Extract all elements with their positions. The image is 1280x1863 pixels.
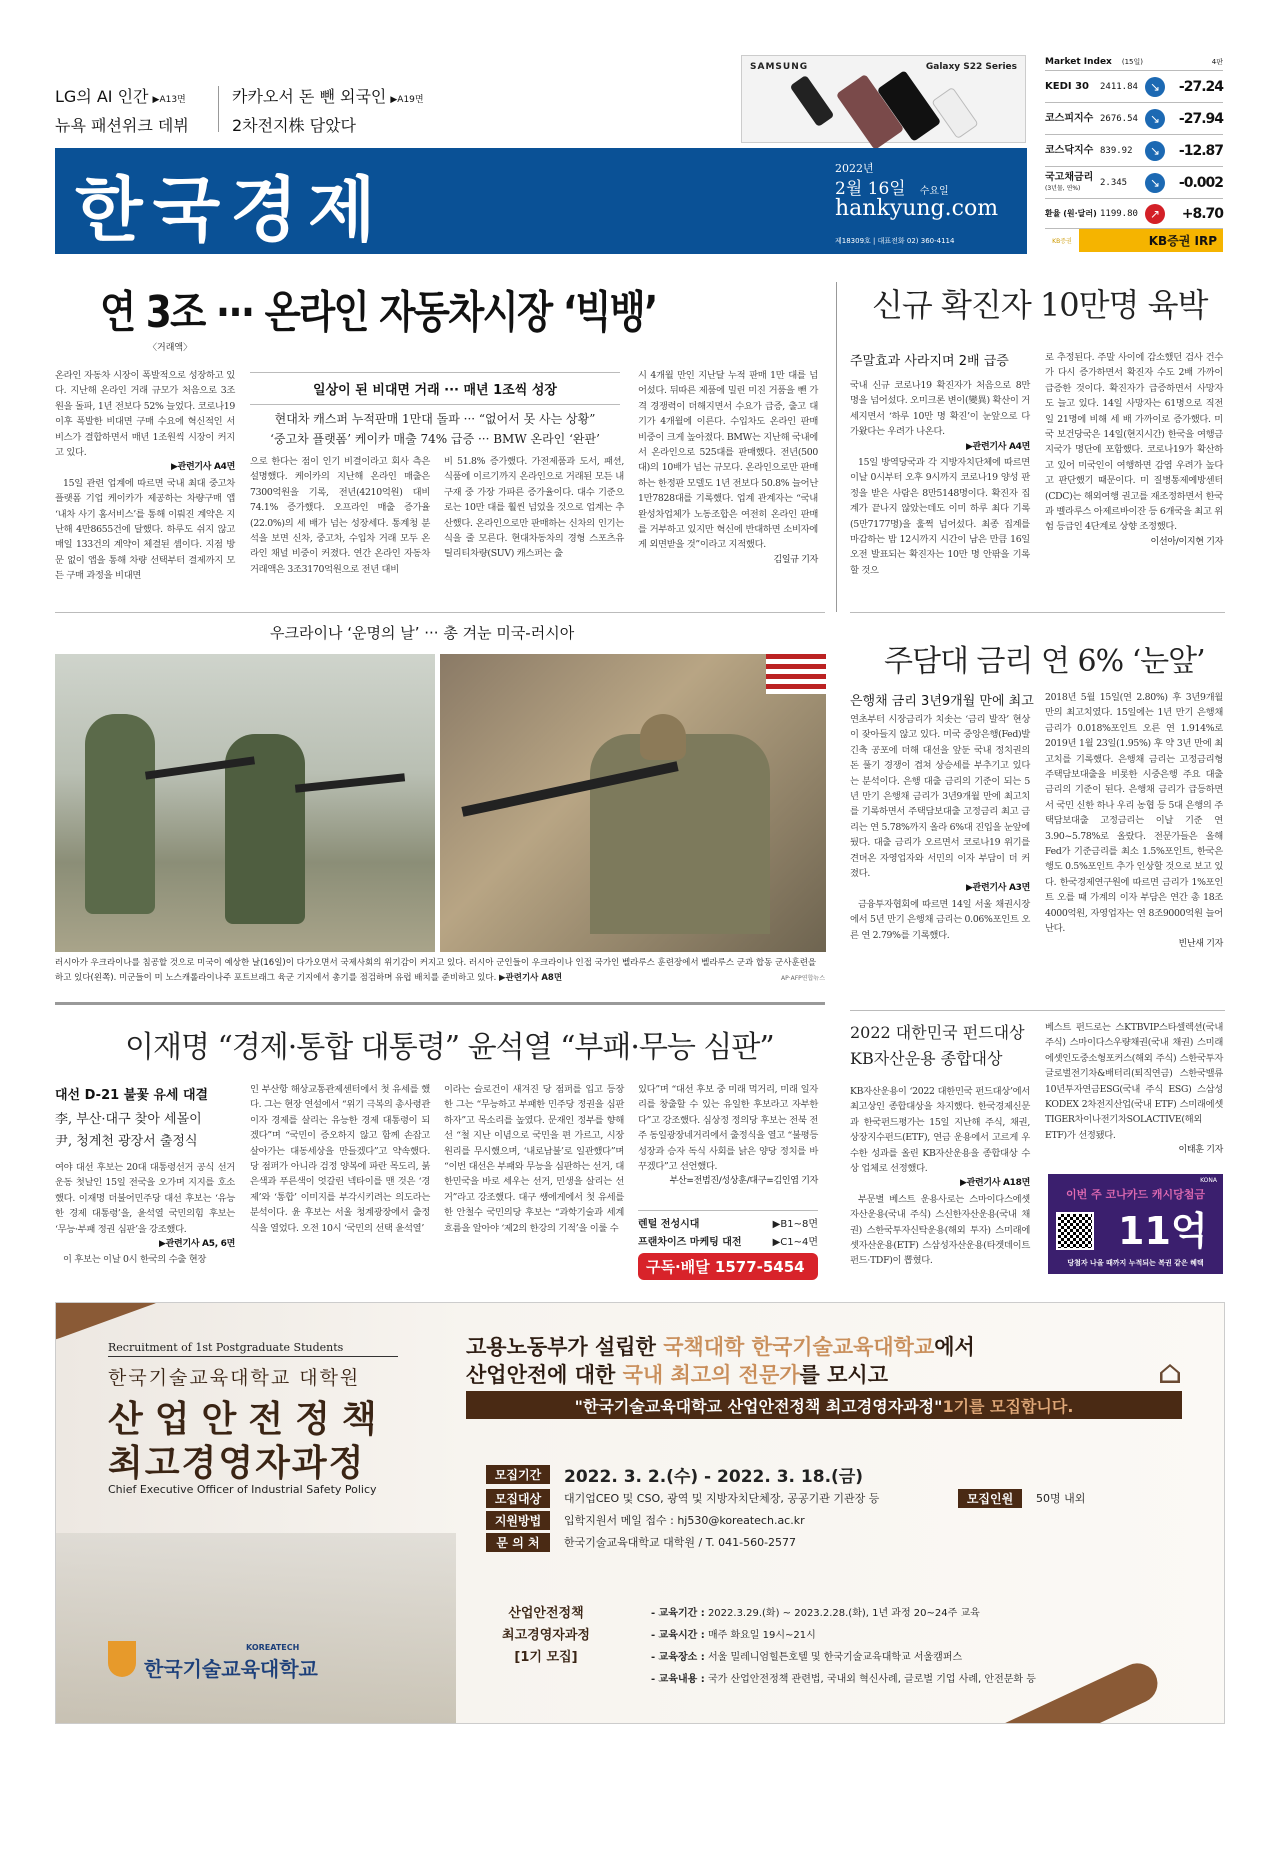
election-subhead: 尹, 청계천 광장서 출정식 [55,1134,198,1149]
related-article-link[interactable]: ▶관련기사 A8면 [499,973,563,983]
fund-headline[interactable]: 2022 대한민국 펀드대상 KB자산운용 종합대상 [850,1023,1025,1068]
ad-recruit-label: Recruitment of 1st Postgraduate Students [108,1341,398,1357]
headline-note: 〈거래액〉 [148,343,193,353]
index-row-kedi: KEDI 30 2411.84 ↘ -27.24 [1045,70,1223,102]
school-building-icon: ⌂ [1157,1353,1182,1391]
edition: 4판 [1211,58,1223,66]
arrow-down-icon: ↘ [1145,141,1165,161]
phone-image [931,87,979,140]
mortgage-headline[interactable]: 주담대 금리 연 6% ‘눈앞’ [884,644,1205,679]
issue-weekday: 수요일 [919,186,949,197]
sub-headline: ‘중고차 플랫폼’ 케이카 매출 74% 급증 ··· BMW 온라인 ‘완판’ [270,432,600,446]
teaser-title: LG의 AI 인간 [55,87,149,106]
issue-date: 2월 16일 [835,179,906,199]
photo-credit: AP·AFP연합뉴스 [781,975,825,982]
issue-year: 2022년 [835,162,874,175]
campus-photo [56,1533,456,1724]
covid-headline[interactable]: 신규 확진자 10만명 육박 [872,286,1208,324]
market-index-title: Market Index [1045,57,1112,67]
index-row-bond: 국고채금리 (3년물, 연%) 2.345 ↘ -0.002 [1045,166,1223,198]
samsung-ad[interactable] [741,55,1026,143]
photo-title: 우크라이나 ‘운명의 날’ ··· 총 겨눈 미국-러시아 [270,624,575,642]
covid-col-2: 로 추정된다. 주말 사이에 감소했던 검사 건수가 다시 증가하면서 확진자 수도 2배 가까이 급증한 것이다. 확진자가 급증하면서 사망자도 늘고 있다. 14일 사망자는 61명으로 직전일 21명에 비해 세 배 가까이로 증가했다. 미국 보건당국은 14일(현지시간) 한국을 여행금지국가 명단에 포함했다. 코로나19가 확산하고 있어 미국인이 여행하면 감염 우려가 높다고 판단했기 때문이다. 미 질병통제예방센터(CDC)는 해외여행 권고를 재조정하면서 한국과 벨라루스 아제르바이잔 등 6개국을 최고 위험 등급인 4단계로 상향 조정했다. 이선아/이지현 기자 [1045,350,1223,550]
ad-banner: "한국기술교육대학교 산업안전정책 최고경영자과정" 1기를 모집합니다. [466,1391,1182,1419]
teaser-ref: ▶A13면 [152,95,186,105]
ad-title: 산업안전정책 [108,1399,389,1440]
masthead [55,148,1027,254]
teaser-ref: ▶A19면 [390,95,424,105]
ad-info-table: 모집기간 2022. 3. 2.(수) - 2022. 3. 18.(금) 모집대상 대기업CEO 및 CSO, 광역 및 지방자치단체장, 공공기관 기관장 등 모집인원 50명 내외 지원방법 입학지원서 메일 접수 : hj530@koreatech.ac.kr 문 의 처 한국기술교육대학교 대학원 / T. 041-560-2577 [486,1461,1186,1553]
ad-course-box: 산업안전정책 최고경영자과정 [1기 모집] [502,1606,590,1665]
divider [218,86,219,132]
related-article-link[interactable]: ▶관련기사 A4면 [965,441,1030,452]
related-article-link[interactable]: ▶관련기사 A4면 [170,462,235,473]
lead-sub-box [250,372,620,449]
byline: 이선아/이지현 기자 [1150,536,1223,547]
index-row-fx: 환율 (원·달러) 1199.80 ↗ +8.70 [1045,198,1223,228]
related-article-link[interactable]: ▶관련기사 A18면 [959,1178,1030,1189]
election-headline[interactable]: 이재명 “경제·통합 대통령” 윤석열 “부패·무능 심판” [125,1030,774,1065]
photo-caption: 러시아가 우크라이나를 침공할 것으로 미국이 예상한 날(16일)이 다가오면서 국제사회의 위기감이 커지고 있다. 러시아 군인들이 우크라이나 인접 국가인 벨라루스 훈련장에서 벨라루스 군과 합동 군사훈련을 하고 있다(왼쪽). 미군들이 미 노스캐롤라이나주 포트브래그 육군 기지에서 총기를 점검하며 유럽 배치를 준비하고 있다. ▶관련기사 A8면 AP·AFP연합뉴스 [55,956,825,986]
election-col-2: 인 부산항 해상교통관제센터에서 첫 유세를 했다. 그는 현장 연설에서 “위기 극복의 총사령관이자 경제를 살리는 유능한 경제 대통령이 되겠다”며 “국민이 증오하지 않고 함께 손잡고 살아가는 대동세상을 만들겠다”고 약속했다. 당 점퍼가 아니라 검정 양복에 파란 목도리, 붉은색과 푸른색이 엇갈린 넥타이를 맨 것은 ‘경제’와 ‘통합’ 이미지를 부각시키려는 의도라는 분석이다. 윤 후보는 서울 청계광장에서 출정식을 열었다. 오전 10시 ‘국민의 선택 윤석열’ [250,1084,430,1234]
qr-code[interactable] [1056,1212,1094,1250]
lead-col-4: 시 4개월 만인 지난달 누적 판매 1만 대를 넘어섰다. 뒤따른 제품에 밀린 미진 거품을 뺀 가격 경쟁력이 더해지면서 수요가 급증, 출고 대기가 4개월에 이른다. 수입차도 온라인 판매 비중이 크게 높아졌다. BMW는 지난해 국내에서 온라인으로 525대를 판매했다. 전년(500대)의 10배가 넘는 규모다. 온라인으로만 판매하는 한정판 모델도 1년 전보다 50.8% 늘어난 1만7828대를 기록했다. 업계 관계자는 “국내 완성차업체가 노동조합은 여전히 온라인 판매를 거부하고 있지만 혁신에 반대하면 소비자에게 외면받을 것”이라고 지적했다. 김일규 기자 [638,368,818,568]
photo-us-soldiers[interactable] [440,654,826,952]
kb-irp-ad[interactable]: KB증권 KB증권 IRP [1045,228,1223,252]
arrow-down-icon: ↘ [1145,109,1165,129]
election-kicker: 대선 D-21 불꽃 유세 대결 [55,1088,209,1103]
market-index-date: (15일) [1121,58,1143,66]
teaser-title: 카카오서 돈 뺀 외국인 [232,87,387,106]
teaser-subtitle: 뉴욕 패션위크 데뷔 [55,116,189,135]
mortgage-col-1: 연초부터 시장금리가 치솟는 ‘금리 발작’ 현상이 잦아들지 않고 있다. 미국 중앙은행(Fed)발 긴축 공포에 더해 대선을 앞둔 국내 정치권의 돈 풀기 경쟁이 겹쳐 상승세를 부추기고 있다는 분석이다. 은행 대출 금리의 기준이 되는 5년 만기 은행채 금리가 3년9개월 만에 최고치를 기록하면서 주택담보대출 고정금리 최고 금리는 연 5.78%까지 올라 6%대 진입을 눈앞에 뒀다. 대출 금리가 오르면서 코로나19 위기를 견뎌온 자영업자와 서민의 이자 부담이 더 커졌다. ▶관련기사 A3면 금융투자협회에 따르면 14일 서울 채권시장에서 5년 만기 은행채 금리는 0.06%포인트 오른 연 2.79%를 기록했다. [850,714,1030,941]
index-item[interactable]: 렌털 전성시대 ▶B1~8면 [638,1219,818,1230]
ad-course-details: - 교육기간 : 2022.3.29.(화) ~ 2023.2.28.(화), 1년 과정 20~24주 교육 - 교육시간 : 매주 화요일 19시~21시 - 교육장소 : 서울 밀레니엄힐튼호텔 및 한국기술교육대학교 서울캠퍼스 - 교육내용 : 국가 산업안전정책 관련법, 국내외 혁신사례, 글로벌 기업 사례, 안전문화 등 [651,1608,1036,1685]
sub-box-title: 일상이 된 비대면 거래 ··· 매년 1조씩 성장 [313,383,557,398]
ad-school: 한국기술교육대학교 대학원 [108,1367,361,1389]
koreatech-logo-icon [108,1641,136,1677]
ad-lead-line-2: 산업안전에 대한 국내 최고의 전문가를 모시고 [466,1363,889,1387]
issue-number: 제18309호 | 대표전화 02) 360-4114 [835,237,955,245]
mortgage-col-2: 2018년 5월 15일(연 2.80%) 후 3년9개월 만의 최고치였다. 15일에는 1년 만기 은행채 금리가 0.018%포인트 오른 연 1.914%로 2019년 1월 23일(1.95%) 후 약 3년 만에 최고치를 기록했다. 은행채 금리는 고정금리형 주택담보대출을 비롯한 시중은행 주요 대출 금리의 기준이 된다. 은행채 금리가 급등하면서 국민 신한 하나 우리 농협 등 5대 은행의 주택담보대출 고정금리는 이날 기준 연 3.90~5.78%로 올랐다. 전문가들은 올해 Fed가 기준금리를 최소 1.5%포인트, 한국은행도 0.5%포인트 추가 인상할 것으로 보고 있다. 한국경제연구원에 따르면 금리가 1%포인트 오를 때 가계의 이자 부담은 연간 총 18조4000억원, 자영업자는 연 8조9000억원 늘어난다. 빈난새 기자 [1045,690,1223,952]
section-index [638,1210,818,1280]
email-link[interactable]: 입학지원서 메일 접수 : hj530@koreatech.ac.kr [564,1514,805,1527]
koreatech-ad[interactable] [55,1302,1225,1724]
arrow-down-icon: ↘ [1145,173,1165,193]
index-row-kospi: 코스피지수 2676.54 ↘ -27.94 [1045,102,1223,134]
market-index [1045,54,1223,252]
teaser-kakao[interactable] [232,84,424,138]
logo-ko: 한국기술교육대학교 [144,1657,318,1681]
ad-product: Galaxy S22 Series [925,62,1017,72]
covid-col-1: 국내 신규 코로나19 확진자가 처음으로 8만 명을 넘어섰다. 오미크론 변이(變異) 확산이 거세지면서 ‘하루 10만 명 확진’이 눈앞으로 다가왔다는 우려가 나온다. ▶관련기사 A4면 15일 방역당국과 각 지방자치단체에 따르면 이날 0시부터 오후 9시까지 코로나19 양성 판정을 받은 사람은 8만5148명이다. 확진자 집계가 끝나지 않았는데도 이미 하루 최다 기록(5만7177명)을 훌쩍 넘어섰다. 최종 집계를 마감하는 밤 12시까지 시간이 남은 만큼 16일 오전 발표되는 확진자는 10만 명 안팎을 기록할 것으 [850,380,1030,576]
election-subhead: 李, 부산·대구 찾아 세몰이 [55,1112,202,1127]
photo-russian-soldiers[interactable] [55,654,435,952]
kona-card-ad[interactable]: KONA 이번 주 코나카드 캐시당첨금 11억 당첨자 나올 때까지 누적되는 복권 같은 혜택 [1048,1174,1223,1274]
election-col-1: 여야 대선 후보는 20대 대통령선거 공식 선거운동 첫날인 15일 전국을 오가며 지지를 호소했다. 이재명 더불어민주당 대선 후보는 ‘유능한 경제 대통령’을, 윤석열 국민의힘 후보는 ‘무능·부패 정권 심판’을 강조했다. ▶관련기사 A5, 6면 이 후보는 이날 0시 한국의 수출 현장 [55,1162,235,1266]
byline: 이태훈 기자 [1178,1145,1223,1156]
column-divider [836,282,837,612]
ad-brand: SAMSUNG [750,62,809,72]
teaser-subtitle: 2차전지株 담았다 [232,116,357,135]
ad-lead-line-1: 고용노동부가 설립한 국책대학 한국기술교육대학교에서 [466,1335,975,1359]
covid-subhead: 주말효과 사라지며 2배 급증 [850,354,1009,369]
ad-title: 최고경영자과정 [108,1443,366,1484]
ad-english-title: Chief Executive Officer of Industrial Safety Policy [108,1483,377,1496]
election-col-4: 있다”며 “대선 후보 중 미래 먹거리, 미래 일자리를 창출할 수 있는 유일한 후보라고 자부한다”고 강조했다. 심상정 정의당 후보는 전북 전주 동일광장네거리에서 출정식을 열고 “불평등 성장과 승자 독식 사회를 낡은 양당 정치를 바꾸겠다”고 선언했다. 부산=전범진/성상훈/대구=김인엽 기자 [638,1082,818,1190]
newspaper-logo[interactable]: 한국경제 [75,169,386,251]
byline: 빈난새 기자 [1178,938,1223,949]
phone-image [789,75,834,127]
fund-col-1: KB자산운용이 ‘2022 대한민국 펀드대상’에서 최고상인 종합대상을 차지했다. 한국경제신문과 한국펀드평가는 15일 지난해 주식, 채권, 상장지수펀드(ETF), 연금 운용에서 고르게 우수한 성과를 올린 KB자산운용을 종합대상 수상 업체로 선정했다. ▶관련기사 A18면 부문별 베스트 운용사로는 스마이다스에셋자산운용(국내 주식) 스신한자산운용(국내 채권) 스한국투자신탁운용(해외 투자) 스미래에셋자산운용(ETF) 스삼성자산운용(타겟데이트펀드·TDF)이 뽑혔다. [850,1086,1030,1267]
lead-col-2: 으로 한다는 점이 인기 비결이라고 회사 측은 설명했다. 케이카의 지난해 온라인 매출은 7300억원을 기록, 전년(4210억원) 대비 74.1% 증가했다. 오프라인 매출 증가율(22.0%)의 세 배가 넘는 성장세다. 통계청 분석을 보면 신차, 중고차, 수입차 거래 모두 온라인 채널 비중이 커졌다. 연간 온라인 자동차 거래액은 3조3170억원으로 전년 대비 [250,456,430,575]
byline: 부산=전범진/성상훈/대구=김인엽 기자 [669,1176,818,1187]
lead-col-1: 온라인 자동차 시장이 폭발적으로 성장하고 있다. 지난해 온라인 거래 규모가 처음으로 3조원을 돌파, 1년 전보다 52% 늘었다. 코로나19 이후 폭발한 비대면 구매 수요에 혁신적인 서비스가 결합하면서 매년 1조원씩 시장이 커지고 있다. ▶관련기사 A4면 15일 관련 업계에 따르면 국내 최대 중고차 플랫폼 기업 케이카가 제공하는 차량구매 앱 ‘내차 사기 홈서비스’를 통해 이뤄진 계약은 지난해 4만8655건에 달했다. 하루도 쉬지 않고 매일 133건의 계약이 체결된 셈이다. 지점 방문 없이 앱을 통해 차량 선택부터 결제까지 모든 구매 과정을 비대면 [55,370,235,582]
arrow-down-icon: ↘ [1145,77,1165,97]
arrow-up-icon: ↗ [1145,204,1165,224]
byline: 김일규 기자 [773,554,818,565]
site-link[interactable]: hankyung.com [835,196,999,221]
related-article-link[interactable]: ▶관련기사 A5, 6면 [159,1239,235,1250]
lead-headline[interactable]: 연 3조 ··· 온라인 자동차시장 ‘빅뱅’ [100,287,657,338]
index-row-kosdaq: 코스닥지수 839.92 ↘ -12.87 [1045,134,1223,166]
logo-en: KOREATECH [246,1643,300,1652]
teaser-lg[interactable] [55,84,189,138]
index-item[interactable]: 프랜차이즈 마케팅 대전 ▶C1~4면 [638,1237,818,1248]
mortgage-subhead: 은행채 금리 3년9개월 만에 최고 [850,694,1034,709]
election-col-3: 이라는 슬로건이 새겨진 당 점퍼를 입고 등장한 그는 “무능하고 부패한 민주당 정권을 심판하자”고 목소리를 높였다. 문재인 정부를 향해선 “철 지난 이념으로 국민을 편 가르고, 시장원리를 무시했으며, ‘내로남불’로 일관했다”며 “이번 대선은 부패와 무능을 심판하는 선거, 대한민국을 바로 세우는 선거, 민생을 살리는 선거”라고 강조했다. 대구 쌩에게에서 첫 유세를 한 안철수 국민의당 후보는 “과학기술과 세계 흐름을 알아야 ‘제2의 한강의 기적’을 이룰 수 [444,1084,624,1234]
fund-col-2: 베스트 펀드로는 스KTBVIP스타셀렉션(국내 주식) 스마이다스우량채권(국내 채권) 스미래에셋인도중소형포커스(해외 주식) 스한국투자글로벌전기차&배터리(퇴직연금) 스한국밸류10년투자연금ESG(국내 주식 ESG) 스삼성 KODEX 2차전지산업(국내 ETF) 스미래에셋 TIGER차이나전기차SOLACTIVE(해외 ETF)가 선정됐다. 이태훈 기자 [1045,1020,1223,1159]
lead-col-3: 비 51.8% 증가했다. 가전제품과 도서, 패션, 식품에 이르기까지 온라인으로 거래된 모든 내구재 중 가장 가파른 증가율이다. 대수 기준으로는 10만 대를 훨씬 넘었을 것으로 업계는 추산했다. 온라인으로만 판매하는 신차의 인기는 식을 줄 모른다. 현대차동차의 경형 스포츠유틸리티차량(SUV) 캐스퍼는 출 [444,456,624,560]
related-article-link[interactable]: ▶관련기사 A3면 [965,883,1030,894]
sub-headline: 현대차 캐스퍼 누적판매 1만대 돌파 ··· “없어서 못 사는 상황” [274,412,596,426]
subscribe-phone-button[interactable]: 구독·배달 1577-5454 [638,1253,818,1280]
